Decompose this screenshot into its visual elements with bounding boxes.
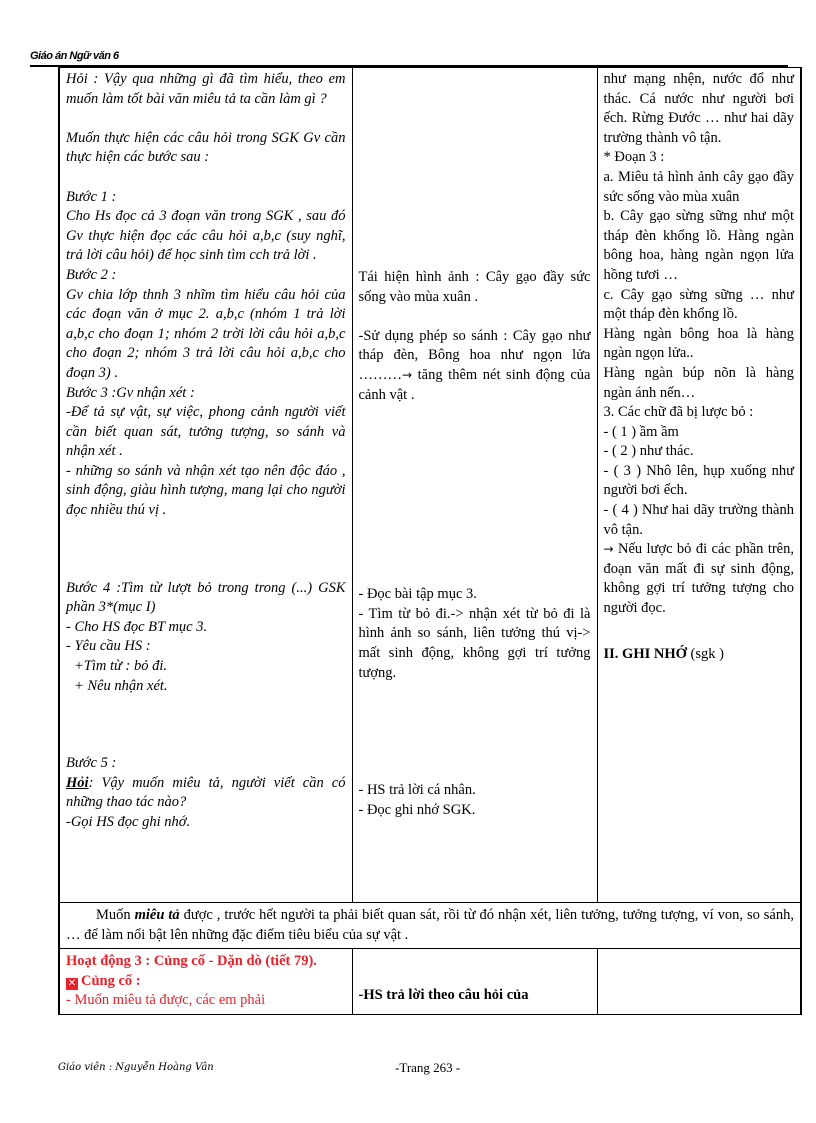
content-p5: c. Cây gạo sừng sững … như một tháp đèn khổng lồ. [603,286,794,323]
consolidate-line [66,972,346,992]
arrow-right-icon: → [402,367,413,382]
summary-bold: miêu tả [134,907,180,923]
content-p2: * Đoạn 3 : [603,149,665,166]
footer-page-number: -Trang 263 - [395,1060,461,1075]
step-2-text: Gv chia lớp thnh 3 nhĩm tìm hiểu câu hỏi của các đoạn văn ở mục 2. a,b,c (nhóm 1 trả lời a,b,c cho đoạn 1; nhóm 2 trời lời câu hỏi a,b,c cho đoạn 2; nhóm 3 trả lời câu hỏi a,b,c cho đoạn 3) . [66,286,346,381]
content-p10: - ( 2 ) như thác. [603,443,694,460]
table-row [59,949,801,1015]
step-1-text: Cho Hs đọc cả 3 đoạn văn trong SGK , sau đó Gv thực hiện đọc các câu hỏi a,b,c (suy nghĩ, trả lời câu hỏi) để học sinh tìm cch trả lời . [66,208,346,264]
x-box-icon: ✕ [67,977,77,989]
step-4-line-3: +Tìm từ : bỏ đi. [74,658,168,675]
teacher-activity-cell [59,68,352,903]
ghi-nho-heading [604,645,795,665]
content-p9: - ( 1 ) ầm ầm [603,423,679,440]
content-p3: a. Miêu tả hình ảnh cây gạo đầy sức sống vào mùa xuân [603,168,794,205]
arrow-right-icon: → [603,542,614,557]
ghi-nho-title: II. GHI NHỚ [603,645,687,662]
answer-4-line-2: - Đọc ghi nhớ SGK. [358,801,476,818]
ghi-nho-sub: (sgk ) [686,645,724,662]
footer-teacher: Giáo viên : Nguyễn Hoàng Vân [58,1062,214,1073]
step-4-title: Bước 4 :Tìm từ lượt bỏ trong trong (...) GSK phần 3*(mục I) [66,579,346,616]
step-2-title: Bước 2 : [66,266,117,283]
student-activity-cell [352,68,597,903]
question-text: : Vậy muốn miêu tả, người viết cần có những thao tác nào? [66,774,346,811]
answer-2-pre: -Sử dụng phép so sánh : Cây gạo như tháp đèn, Bông hoa như ngọn lửa ……… [358,327,591,383]
answer-4-line-1: - HS trả lời cá nhân. [358,782,476,799]
content-p6: Hàng ngàn bông hoa là hàng ngàn ngọn lửa.. [603,325,794,362]
lesson-table [58,67,802,1015]
step-5-title: Bước 5 : [66,755,117,772]
content-p13-text: Nếu lược bỏ đi các phần trên, đoạn văn mất đi sự sinh động, không gợi trí tưởng tượng cho người đọc. [603,541,794,617]
step-5-line-2: -Gọi HS đọc ghi nhớ. [66,814,191,830]
step-4-line-2: - Yêu cầu HS : [66,638,151,655]
content-p12: - ( 4 ) Như hai dãy trường thành vô tận. [603,502,794,538]
question-1: Hỏi : Vậy qua những gì đã tìm hiểu, theo em muốn làm tốt bài văn miêu tả ta cần làm gì ? [66,71,346,107]
activity3-cell [59,949,352,1015]
answer-2 [359,327,591,405]
content-p4: b. Cây gạo sừng sững như một tháp đèn khổng lồ. Hàng ngàn bông hoa, hàng ngàn ngọn lửa hồng tươi … [603,208,794,283]
header-title: Giáo án Ngữ văn 6 [30,50,119,62]
step-4-line-4: + Nêu nhận xét. [74,677,168,694]
content-p11: - ( 3 ) Nhô lên, hụp xuống như người bơi ếch. [603,462,794,499]
activity3-title: Hoạt động 3 : Củng cố - Dặn dò (tiết 79). [66,953,317,970]
content-p1: như mạng nhện, nước đổ như thác. Cá nước như người bơi ếch. Rừng Đước … như hai dãy trường thành vô tận. [603,71,794,146]
answer-2-post: tăng thêm nét sinh động của cảnh vật . [358,366,591,403]
table-row [59,903,801,949]
activity3-answer: -HS trả lời theo câu hỏi của [358,987,529,1004]
activity3-line: - Muốn miêu tả được, các em phải [66,992,266,1009]
activity3-student-cell [352,949,597,1015]
table-row [59,68,801,903]
summary-pre: Muốn [96,907,135,923]
step-3-text-2: - những so sánh và nhận xét tạo nên độc đáo , sinh động, giàu hình tượng, mang lại cho người đọc nhiều thú vị . [66,462,346,519]
step-3-text-1: -Để tả sự vật, sự việc, phong cảnh người viết cần biết quan sát, tưởng tượng, so sánh và nhận xét . [66,404,346,460]
step-5-question [66,774,346,813]
summary-post: được , trước hết người ta phải biết quan sát, rồi từ đó nhận xét, liên tưởng, tưởng tượng, ví von, so sánh, … để làm nổi bật lên những đặc điểm tiêu biểu của sự vật . [66,907,794,943]
step-4-line-1: - Cho HS đọc BT mục 3. [66,618,208,635]
content-p8: 3. Các chữ đã bị lược bỏ : [603,404,754,421]
answer-3-line-1: - Đọc bài tập mục 3. [358,586,477,603]
question-label: Hỏi [66,774,89,791]
step-3-title: Bước 3 :Gv nhận xét : [66,384,195,401]
activity3-content-cell [597,949,801,1015]
intro-text: Muốn thực hiện các câu hỏi trong SGK Gv cần thực hiện các bước sau : [66,129,346,166]
content-p7: Hàng ngàn búp nõn là hàng ngàn ánh nến… [603,364,794,401]
consolidate-label: Củng cố : [81,972,141,989]
step-1-title: Bước 1 : [66,188,117,205]
content-cell [597,68,801,903]
summary-cell [59,903,801,949]
answer-3-line-2: - Tìm từ bỏ đi.-> nhận xét từ bỏ đi là hình ảnh so sánh, liên tưởng thú vị-> mất sinh động, không gợi trí tưởng tượng. [358,605,591,681]
summary-text [66,906,794,945]
content-p13 [604,540,795,618]
answer-1: Tái hiện hình ảnh : Cây gạo đầy sức sống vào mùa xuân . [358,269,591,305]
